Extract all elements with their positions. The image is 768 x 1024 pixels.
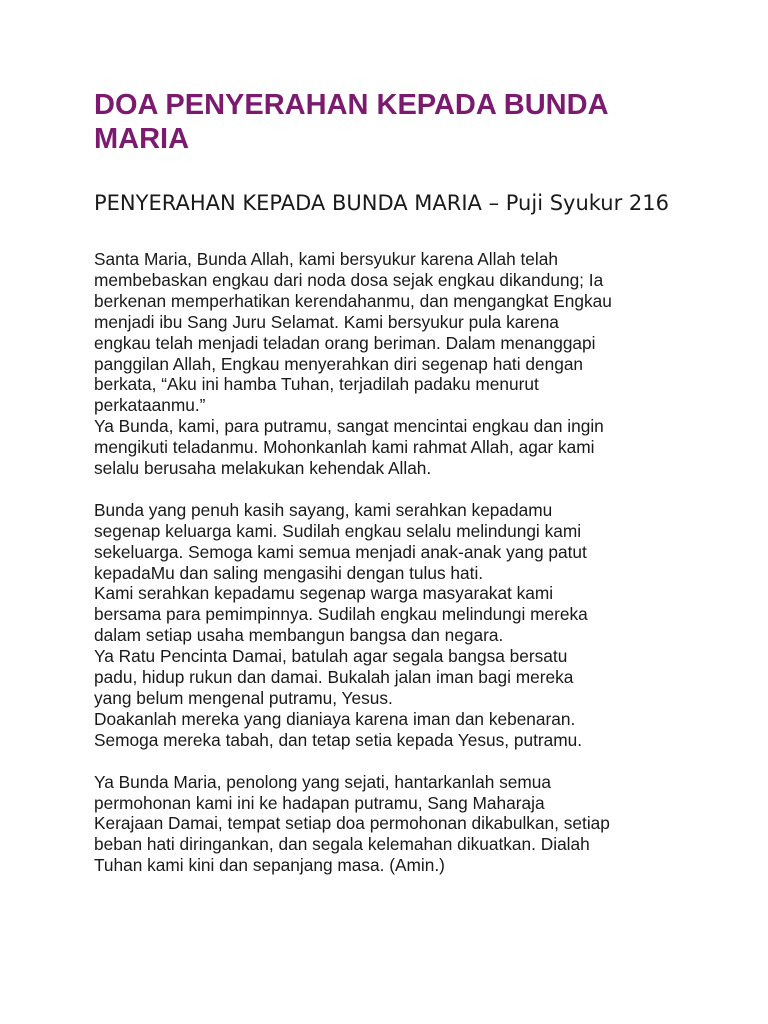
prayer-line: membebaskan engkau dari noda dosa sejak engkau dikandung; Ia (94, 269, 604, 290)
prayer-line: yang belum mengenal putramu, Yesus. (94, 688, 393, 709)
prayer-line: selalu berusaha melakukan kehendak Allah. (94, 458, 432, 479)
prayer-line: kepadaMu dan saling mengasihi dengan tulus hati. (94, 562, 484, 583)
prayer-line: permohonan kami ini ke hadapan putramu, Sang Maharaja (94, 792, 545, 813)
prayer-line: segenap keluarga kami. Sudilah engkau selalu melindungi kami (94, 520, 582, 541)
prayer-paragraph (94, 772, 674, 877)
prayer-line: padu, hidup rukun dan damai. Bukalah jalan iman bagi mereka (94, 667, 574, 688)
prayer-line: Ya Ratu Pencinta Damai, batulah agar segala bangsa bersatu (94, 646, 568, 667)
prayer-line: sekeluarga. Semoga kami semua menjadi anak-anak yang patut (94, 541, 587, 562)
document-title: DOA PENYERAHAN KEPADA BUNDA MARIA (94, 89, 608, 155)
document-subtitle: PENYERAHAN KEPADA BUNDA MARIA – Puji Syukur 216 (94, 191, 669, 215)
prayer-line: beban hati diringankan, dan segala kelemahan dikuatkan. Dialah (94, 834, 590, 855)
prayer-line: Tuhan kami kini dan sepanjang masa. (Amin.) (94, 855, 445, 876)
prayer-line: Kerajaan Damai, tempat setiap doa permohonan dikabulkan, setiap (94, 813, 610, 834)
prayer-line: berkenan memperhatikan kerendahanmu, dan mengangkat Engkau (94, 290, 612, 311)
prayer-line: Kami serahkan kepadamu segenap warga masyarakat kami (94, 583, 554, 604)
prayer-line: panggilan Allah, Engkau menyerahkan diri segenap hati dengan (94, 353, 584, 374)
prayer-line: menjadi ibu Sang Juru Selamat. Kami bersyukur pula karena (94, 311, 559, 332)
prayer-line: engkau telah menjadi teladan orang beriman. Dalam menanggapi (94, 332, 596, 353)
prayer-paragraph (94, 500, 674, 751)
prayer-paragraph (94, 249, 674, 479)
prayer-line: Bunda yang penuh kasih sayang, kami serahkan kepadamu (94, 499, 553, 520)
prayer-line: Ya Bunda, kami, para putramu, sangat mencintai engkau dan ingin (94, 416, 604, 437)
prayer-line: Doakanlah mereka yang dianiaya karena iman dan kebenaran. (94, 708, 576, 729)
prayer-line: dalam setiap usaha membangun bangsa dan negara. (94, 625, 504, 646)
prayer-line: Ya Bunda Maria, penolong yang sejati, hantarkanlah semua (94, 771, 551, 792)
prayer-line: Santa Maria, Bunda Allah, kami bersyukur karena Allah telah (94, 249, 558, 269)
prayer-line: berkata, “Aku ini hamba Tuhan, terjadilah padaku menurut (94, 374, 539, 395)
prayer-body (94, 249, 674, 876)
prayer-line: Semoga mereka tabah, dan tetap setia kepada Yesus, putramu. (94, 729, 583, 750)
prayer-line: mengikuti teladanmu. Mohonkanlah kami rahmat Allah, agar kami (94, 437, 595, 458)
prayer-line: perkataanmu.” (94, 395, 206, 416)
prayer-line: bersama para pemimpinnya. Sudilah engkau melindungi mereka (94, 604, 588, 625)
